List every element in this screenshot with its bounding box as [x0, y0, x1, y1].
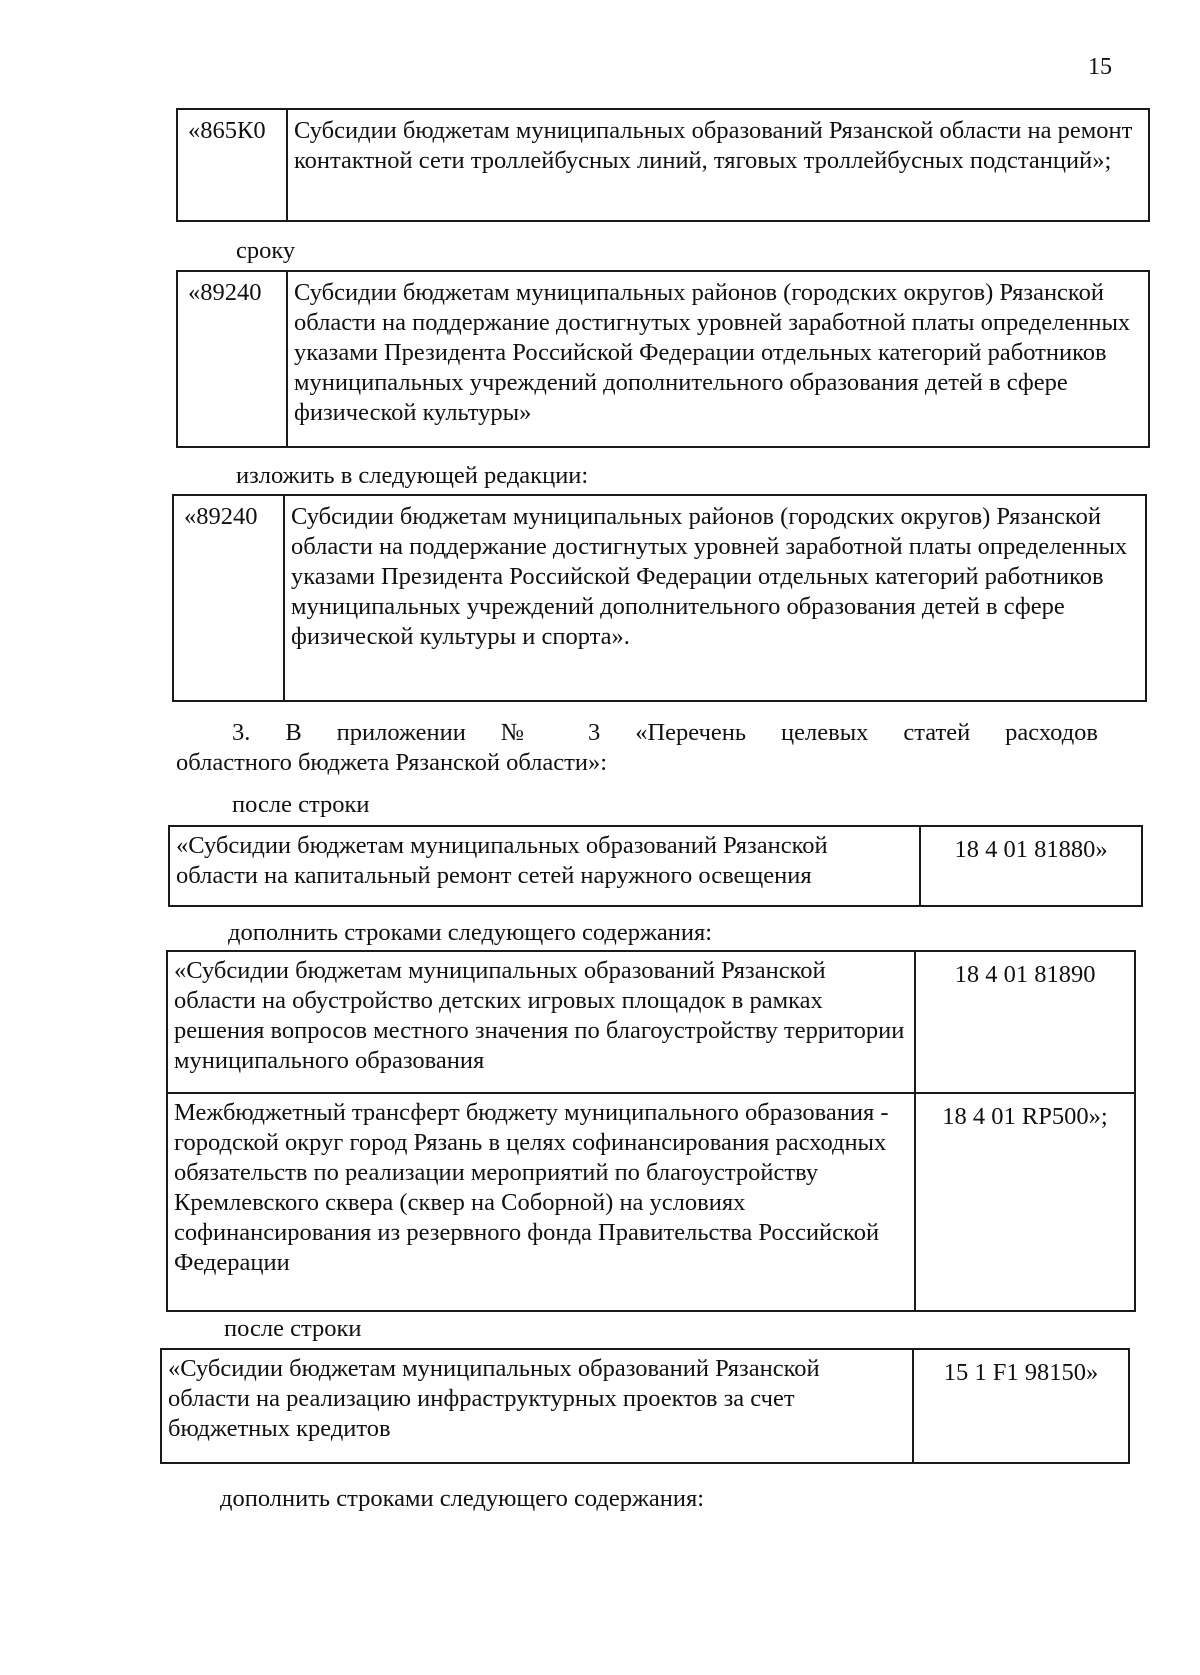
label-dopolnit-1: дополнить строками следующего содержания:: [228, 919, 713, 946]
row-code: 18 4 01 81880»: [920, 826, 1142, 906]
paragraph-3-line-2: областного бюджета Рязанской области»:: [176, 749, 608, 776]
row-text: Субсидии бюджетам муниципальных образований Рязанской области на ремонт контактной сети троллейбусных линий, тяговых троллейбусных подстанций»;: [287, 109, 1149, 221]
row-text: «Субсидии бюджетам муниципальных образований Рязанской области на реализацию инфраструктурных проектов за счет бюджетных кредитов: [161, 1349, 913, 1463]
table-89240-old-row: [176, 270, 1150, 448]
label-dopolnit-2: дополнить строками следующего содержания:: [220, 1485, 705, 1512]
table-row: [169, 826, 1142, 906]
table-row: [161, 1349, 1129, 1463]
row-text: «Субсидии бюджетам муниципальных образований Рязанской области на обустройство детских игровых площадок в рамках решения вопросов местного значения по благоустройству территории муниципального образования: [167, 951, 915, 1093]
label-izlozhit: изложить в следующей редакции:: [236, 462, 589, 489]
row-code: «865К0: [177, 109, 287, 221]
table-18-4-01-81880-row: [168, 825, 1143, 907]
row-code: 18 4 01 81890: [915, 951, 1135, 1093]
table-new-rows: [166, 950, 1136, 1312]
paragraph-3-line-1: 3. В приложении № 3 «Перечень целевых статей расходов: [232, 719, 1098, 746]
row-text: «Субсидии бюджетам муниципальных образований Рязанской области на капитальный ремонт сетей наружного освещения: [169, 826, 920, 906]
page-number: 15: [1088, 54, 1112, 80]
label-sroku: сроку: [236, 237, 296, 264]
row-code: «89240: [177, 271, 287, 447]
row-text: Межбюджетный трансферт бюджету муниципального образования - городской округ город Рязань в целях софинансирования расходных обязательств по реализации мероприятий по благоустройству Кремлевского сквера (сквер на Соборной) на условиях софинансирования из резервного фонда Правительства Российской Федерации: [167, 1093, 915, 1311]
table-89240-new-row: [172, 494, 1147, 702]
row-code: 18 4 01 RP500»;: [915, 1093, 1135, 1311]
table-row: [173, 495, 1146, 701]
table-row: [177, 271, 1149, 447]
label-posle-stroki-1: после строки: [232, 791, 370, 818]
row-code: 15 1 F1 98150»: [913, 1349, 1129, 1463]
row-code: «89240: [173, 495, 284, 701]
table-row: [167, 1093, 1135, 1311]
table-row: [177, 109, 1149, 221]
table-15-1-f1-98150-row: [160, 1348, 1130, 1464]
row-text: Субсидии бюджетам муниципальных районов (городских округов) Рязанской области на поддержание достигнутых уровней заработной платы определенных указами Президента Российской Федерации отдельных категорий работников муниципальных учреждений дополнительного образования детей в сфере физической культуры и спорта».: [284, 495, 1146, 701]
table-865k0-row: [176, 108, 1150, 222]
table-row: [167, 951, 1135, 1093]
row-text: Субсидии бюджетам муниципальных районов (городских округов) Рязанской области на поддержание достигнутых уровней заработной платы определенных указами Президента Российской Федерации отдельных категорий работников муниципальных учреждений дополнительного образования детей в сфере физической культуры»: [287, 271, 1149, 447]
label-posle-stroki-2: после строки: [224, 1315, 362, 1342]
